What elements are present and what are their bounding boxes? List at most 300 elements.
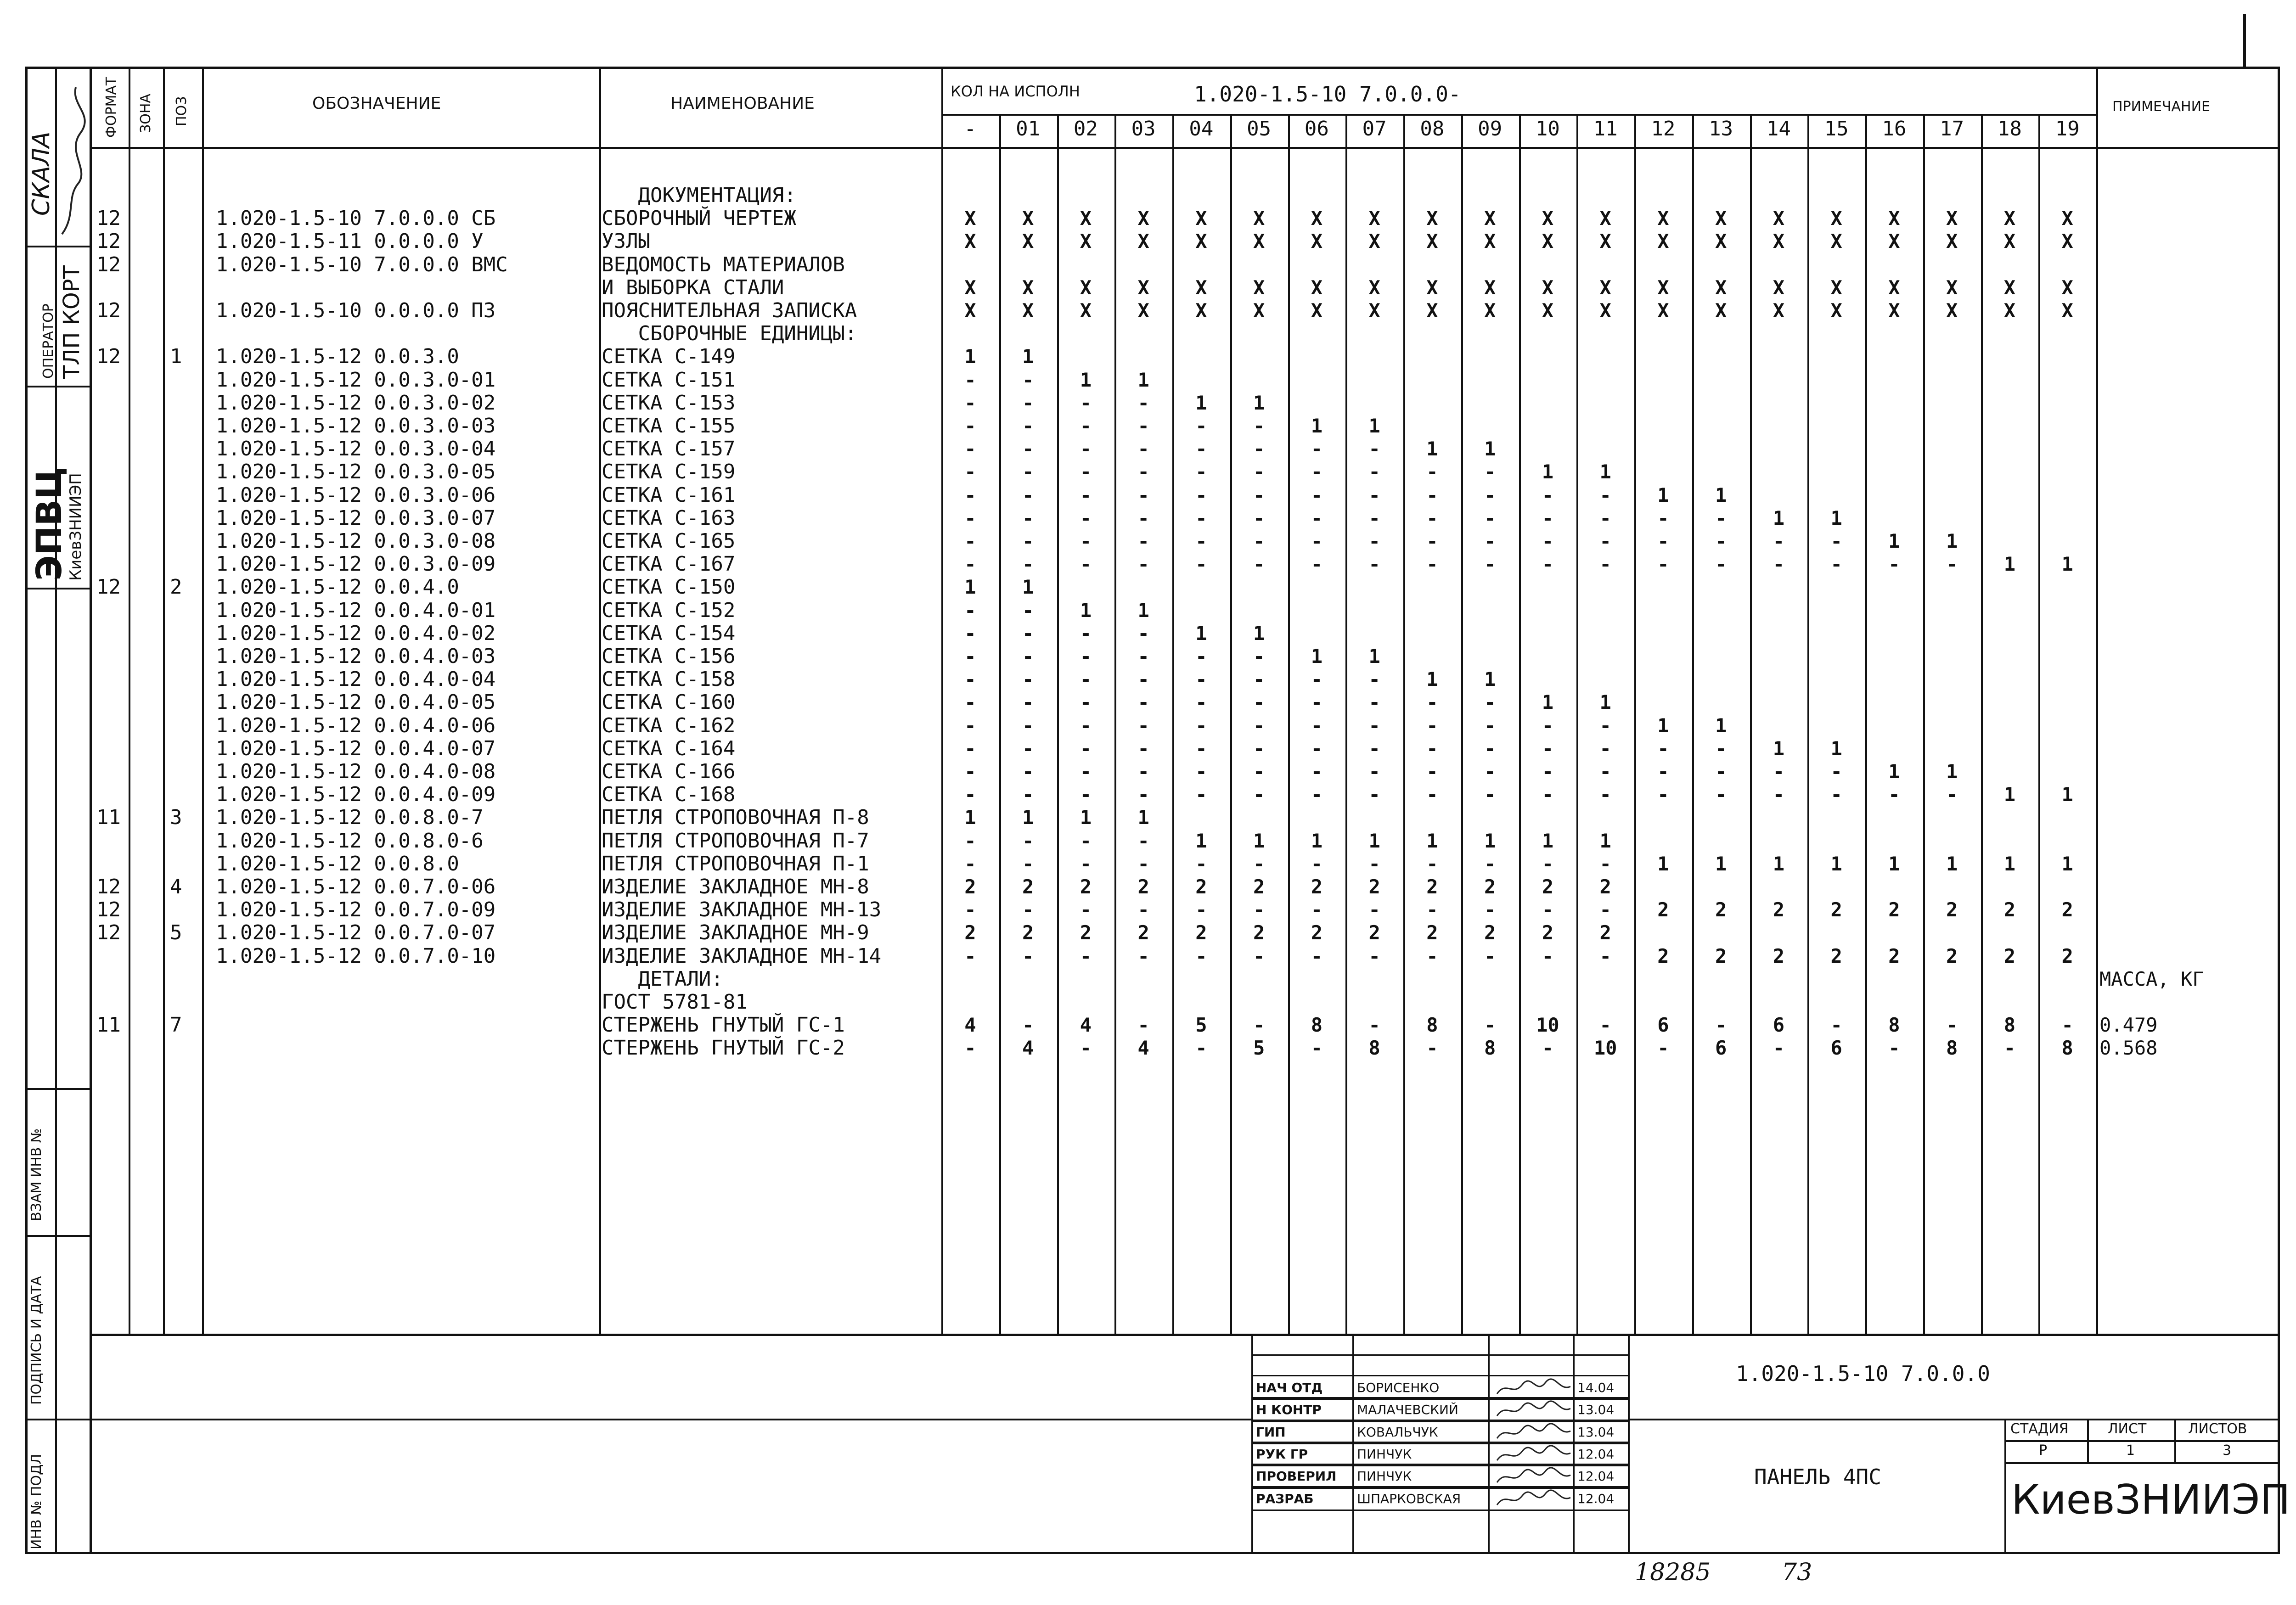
row-designation: 1.020-1.5-12 0.0.7.0-09 (216, 898, 496, 922)
sign-date: 14.04 (1577, 1380, 1615, 1395)
row-qty: X (1773, 207, 1785, 230)
row-qty: - (1599, 898, 1611, 921)
tb-doc-code: 1.020-1.5-10 7.0.0.0 (1736, 1361, 1990, 1386)
row-qty: 2 (1137, 921, 1149, 944)
row-qty: 2 (1484, 921, 1496, 944)
row-qty: 2 (1888, 898, 1900, 921)
row-qty: 1 (1080, 599, 1092, 622)
row-qty: X (2003, 230, 2016, 253)
row-qty: X (1888, 276, 1900, 299)
row-qty: 1 (1253, 391, 1265, 414)
row-qty: - (1137, 553, 1149, 576)
row-qty: 1 (1080, 368, 1092, 391)
signature-scribble (1495, 1400, 1573, 1420)
row-qty: - (1542, 898, 1554, 921)
row-qty: - (1137, 691, 1149, 714)
row-qty: 1 (1253, 829, 1265, 852)
signature-scribble (1495, 1445, 1573, 1465)
sign-role: РАЗРАБ (1256, 1491, 1314, 1506)
row-qty: 2 (1715, 944, 1727, 967)
row-qty: 1 (1773, 852, 1785, 875)
row-qty: 2 (1484, 875, 1496, 898)
row-name: ГОСТ 5781-81 (602, 990, 748, 1014)
row-qty: 8 (2061, 1037, 2073, 1060)
row-name: ИЗДЕЛИЕ ЗАКЛАДНОЕ МН-14 (602, 944, 882, 968)
row-designation: 1.020-1.5-12 0.0.4.0-03 (216, 645, 496, 668)
sign-row-sep (1251, 1421, 1628, 1422)
row-qty: - (1022, 415, 1034, 437)
row-name: ИЗДЕЛИЕ ЗАКЛАДНОЕ МН-9 (602, 921, 869, 945)
row-qty: - (1368, 691, 1380, 714)
row-qty: - (1080, 737, 1092, 760)
row-qty: X (964, 207, 976, 230)
row-qty: 2 (1253, 921, 1265, 944)
row-qty: X (1946, 230, 1958, 253)
row-qty: X (2003, 207, 2016, 230)
row-qty: X (1022, 276, 1034, 299)
row-qty: - (1657, 553, 1669, 576)
variant-header: 13 (1709, 117, 1733, 140)
row-qty: - (1022, 391, 1034, 414)
row-qty: - (1080, 852, 1092, 875)
row-qty: - (1022, 368, 1034, 391)
row-qty: - (1137, 1014, 1149, 1037)
side-epvc: ЭПВЦ (28, 467, 69, 581)
row-mass: 0.568 (2099, 1037, 2158, 1060)
variant-header: 02 (1073, 117, 1098, 140)
row-qty: 1 (2003, 783, 2016, 806)
row-qty: - (964, 553, 976, 576)
row-qty: - (1195, 645, 1207, 668)
row-name: СЕТКА С-155 (602, 414, 736, 438)
tb-stage-left (2004, 1419, 2006, 1554)
sign-date: 13.04 (1577, 1424, 1615, 1440)
row-qty: - (964, 783, 976, 806)
row-qty: - (1657, 783, 1669, 806)
row-qty: 1 (1657, 483, 1669, 506)
row-qty: - (1137, 645, 1149, 668)
row-qty: 2 (1080, 875, 1092, 898)
row-format: 11 (96, 1013, 121, 1037)
row-qty: 4 (1022, 1037, 1034, 1060)
row-designation: 1.020-1.5-12 0.0.4.0-05 (216, 690, 496, 714)
row-qty: - (1195, 530, 1207, 552)
row-name: СБОРОЧНЫЙ ЧЕРТЕЖ (602, 207, 796, 230)
row-qty: 1 (1022, 806, 1034, 829)
row-qty: - (1080, 438, 1092, 460)
tb-sheet: 1 (2126, 1442, 2135, 1459)
row-qty: 2 (1311, 875, 1323, 898)
side-tlp: ТЛП КОРТ (59, 265, 84, 379)
row-designation: 1.020-1.5-12 0.0.3.0-09 (216, 552, 496, 576)
row-qty: X (1946, 276, 1958, 299)
row-qty: 2 (964, 875, 976, 898)
row-qty: - (1253, 898, 1265, 921)
row-name: СЕТКА С-160 (602, 690, 736, 714)
row-qty: 2 (1946, 898, 1958, 921)
row-format: 12 (96, 345, 121, 369)
row-qty: - (1946, 553, 1958, 576)
row-qty: - (1080, 506, 1092, 529)
row-qty: 1 (1195, 829, 1207, 852)
row-qty: X (1253, 299, 1265, 322)
row-qty: X (1022, 299, 1034, 322)
row-qty: - (964, 852, 976, 875)
tb-sheets: 3 (2223, 1442, 2232, 1459)
row-qty: 1 (1773, 737, 1785, 760)
row-qty: - (1830, 553, 1842, 576)
row-qty: 8 (1946, 1037, 1958, 1060)
row-qty: - (1137, 668, 1149, 691)
row-qty: - (1022, 530, 1034, 552)
row-qty: - (1426, 898, 1438, 921)
row-qty: - (1657, 530, 1669, 552)
row-qty: X (1137, 207, 1149, 230)
row-qty: 1 (1715, 483, 1727, 506)
row-qty: - (1484, 506, 1496, 529)
row-qty: - (964, 415, 976, 437)
row-qty: - (964, 691, 976, 714)
row-qty: - (964, 391, 976, 414)
row-qty: X (2003, 299, 2016, 322)
row-qty: - (1368, 944, 1380, 967)
row-qty: - (1253, 460, 1265, 483)
row-qty: X (1830, 276, 1842, 299)
row-mass: 0.479 (2099, 1014, 2158, 1037)
row-designation: 1.020-1.5-12 0.0.4.0-04 (216, 668, 496, 691)
row-qty: - (1542, 483, 1554, 506)
row-pos: 3 (170, 806, 182, 830)
col-line-pos (163, 67, 165, 1334)
row-pos: 4 (170, 875, 182, 898)
row-qty: - (1426, 783, 1438, 806)
row-qty: - (1195, 944, 1207, 967)
row-qty: X (2061, 230, 2073, 253)
row-qty: - (1426, 852, 1438, 875)
tb-sign-c4 (1628, 1334, 1630, 1554)
row-qty: 1 (1946, 852, 1958, 875)
row-qty: - (1484, 553, 1496, 576)
row-designation: 1.020-1.5-12 0.0.8.0-6 (216, 829, 484, 853)
row-qty: X (1773, 276, 1785, 299)
variant-header: 08 (1420, 117, 1445, 140)
row-qty: - (1657, 506, 1669, 529)
row-qty: 2 (1830, 898, 1842, 921)
row-qty: - (1715, 530, 1727, 552)
sign-row-sep (1251, 1510, 1628, 1511)
row-qty: - (1311, 760, 1323, 783)
row-qty: 2 (2061, 898, 2073, 921)
side-div-4 (25, 1088, 90, 1090)
row-qty: 1 (1599, 691, 1611, 714)
row-qty: 1 (1484, 668, 1496, 691)
row-qty: - (1368, 737, 1380, 760)
row-designation: 1.020-1.5-12 0.0.7.0-07 (216, 921, 496, 945)
sign-row-line (1251, 1375, 1628, 1376)
row-name: ИЗДЕЛИЕ ЗАКЛАДНОЕ МН-13 (602, 898, 882, 922)
row-qty: - (1022, 622, 1034, 645)
row-qty: - (1080, 645, 1092, 668)
row-qty: - (1830, 760, 1842, 783)
row-qty: - (1368, 506, 1380, 529)
row-designation: 1.020-1.5-12 0.0.3.0-01 (216, 368, 496, 392)
row-qty: 1 (1542, 460, 1554, 483)
row-qty: - (1080, 668, 1092, 691)
row-qty: X (1599, 230, 1611, 253)
signature-scribble (1495, 1467, 1573, 1487)
row-qty: 1 (1542, 691, 1554, 714)
hdr-zone: ЗОНА (138, 94, 154, 133)
row-name: СЕТКА С-168 (602, 783, 736, 807)
row-qty: X (2003, 276, 2016, 299)
row-qty: - (1773, 530, 1785, 552)
row-name: СЕТКА С-159 (602, 460, 736, 484)
sign-role: Н КОНТР (1256, 1402, 1322, 1418)
row-qty: X (1195, 230, 1207, 253)
row-qty: 2 (1311, 921, 1323, 944)
row-name: СЕТКА С-149 (602, 345, 736, 369)
hdr-pos: ПОЗ (174, 96, 190, 126)
row-qty: 2 (1426, 921, 1438, 944)
row-qty: X (1542, 299, 1554, 322)
row-qty: - (1830, 783, 1842, 806)
sign-date: 12.04 (1577, 1469, 1615, 1484)
row-qty: - (1253, 645, 1265, 668)
row-qty: X (1080, 230, 1092, 253)
row-name: ПЕТЛЯ СТРОПОВОЧНАЯ П-1 (602, 852, 869, 875)
sign-row-line (1251, 1334, 1628, 1335)
row-qty: - (1195, 438, 1207, 460)
row-qty: - (1426, 944, 1438, 967)
row-designation: 1.020-1.5-12 0.0.4.0-07 (216, 736, 496, 760)
row-qty: - (1599, 553, 1611, 576)
row-designation: 1.020-1.5-12 0.0.4.0-09 (216, 783, 496, 807)
row-qty: - (1542, 760, 1554, 783)
row-name: СЕТКА С-150 (602, 575, 736, 599)
row-qty: - (1195, 737, 1207, 760)
row-qty: - (1253, 714, 1265, 737)
row-name: СЕТКА С-163 (602, 506, 736, 530)
row-qty: - (1253, 852, 1265, 875)
row-qty: X (1773, 230, 1785, 253)
row-qty: - (1484, 460, 1496, 483)
row-qty: X (1368, 230, 1380, 253)
row-qty: - (1253, 1014, 1265, 1037)
side-operator: ОПЕРАТОР (40, 303, 56, 379)
row-qty: - (1715, 506, 1727, 529)
row-qty: X (1080, 276, 1092, 299)
row-qty: - (1195, 483, 1207, 506)
row-qty: 2 (1946, 944, 1958, 967)
row-qty: X (1022, 230, 1034, 253)
row-qty: - (1022, 483, 1034, 506)
row-designation: 1.020-1.5-12 0.0.4.0 (216, 575, 459, 599)
row-qty: - (1022, 553, 1034, 576)
row-qty: - (1253, 438, 1265, 460)
row-designation: 1.020-1.5-12 0.0.4.0-01 (216, 598, 496, 622)
row-designation: 1.020-1.5-12 0.0.3.0-03 (216, 414, 496, 438)
row-qty: X (964, 299, 976, 322)
row-qty: 1 (1773, 506, 1785, 529)
side-kiev: КиевЗНИИЭП (67, 473, 85, 581)
row-format: 12 (96, 207, 121, 230)
row-qty: 2 (1599, 921, 1611, 944)
row-designation: 1.020-1.5-12 0.0.3.0-07 (216, 506, 496, 530)
sign-role: НАЧ ОТД (1256, 1380, 1323, 1395)
row-qty: 1 (2061, 783, 2073, 806)
row-qty: - (1080, 553, 1092, 576)
row-name: СЕТКА С-151 (602, 368, 736, 392)
variant-header: 03 (1131, 117, 1156, 140)
row-qty: 2 (2003, 944, 2016, 967)
row-qty: X (1368, 299, 1380, 322)
row-qty: 1 (1715, 714, 1727, 737)
row-qty: X (1657, 276, 1669, 299)
row-pos: 2 (170, 575, 182, 599)
row-designation: 1.020-1.5-12 0.0.7.0-10 (216, 944, 496, 968)
row-name: СЕТКА С-165 (602, 529, 736, 553)
row-qty: X (1888, 299, 1900, 322)
sign-row-sep (1251, 1443, 1628, 1444)
row-qty: - (1195, 1037, 1207, 1060)
row-qty: - (1022, 1014, 1034, 1037)
row-qty: - (1542, 553, 1554, 576)
row-qty: - (1657, 760, 1669, 783)
row-qty: - (1195, 668, 1207, 691)
row-qty: 1 (1080, 806, 1092, 829)
row-qty: - (1253, 783, 1265, 806)
row-qty: - (1426, 760, 1438, 783)
row-qty: 1 (1830, 852, 1842, 875)
row-qty: - (964, 368, 976, 391)
variant-header: 11 (1593, 117, 1618, 140)
row-format: 12 (96, 299, 121, 322)
row-qty: - (1022, 599, 1034, 622)
row-qty: - (1311, 438, 1323, 460)
row-designation: 1.020-1.5-12 0.0.3.0-05 (216, 460, 496, 484)
row-qty: - (1080, 760, 1092, 783)
row-qty: - (1368, 530, 1380, 552)
row-qty: X (1830, 207, 1842, 230)
row-qty: - (1022, 691, 1034, 714)
row-qty: 6 (1657, 1014, 1669, 1037)
tb-stage-r2 (2004, 1462, 2280, 1464)
variant-header: 17 (1940, 117, 1964, 140)
variant-header: 18 (1997, 117, 2022, 140)
row-qty: X (1137, 230, 1149, 253)
row-qty: - (1253, 668, 1265, 691)
row-qty: X (1253, 230, 1265, 253)
row-qty: 1 (2003, 852, 2016, 875)
row-qty: - (1080, 483, 1092, 506)
sign-row-sep (1251, 1398, 1628, 1400)
row-qty: - (1195, 415, 1207, 437)
row-qty: - (1137, 415, 1149, 437)
row-qty: - (964, 1037, 976, 1060)
row-qty: 2 (1080, 921, 1092, 944)
hdr-qty-title: КОЛ НА ИСПОЛН (951, 83, 1080, 100)
row-qty: - (1946, 783, 1958, 806)
row-qty: - (1599, 506, 1611, 529)
row-qty: - (1195, 460, 1207, 483)
row-qty: 1 (1484, 438, 1496, 460)
row-qty: 2 (1137, 875, 1149, 898)
row-qty: 2 (1657, 898, 1669, 921)
row-qty: - (1599, 483, 1611, 506)
row-qty: - (964, 944, 976, 967)
row-qty: X (964, 230, 976, 253)
row-qty: X (1888, 207, 1900, 230)
row-qty: X (1542, 230, 1554, 253)
row-qty: - (1022, 645, 1034, 668)
row-qty: X (1022, 207, 1034, 230)
row-qty: 1 (1368, 645, 1380, 668)
row-qty: - (1368, 553, 1380, 576)
row-qty: X (1426, 230, 1438, 253)
row-qty: - (1195, 852, 1207, 875)
sign-row-sep (1251, 1487, 1628, 1489)
row-qty: - (1657, 1037, 1669, 1060)
row-qty: - (1599, 783, 1611, 806)
row-qty: - (1080, 691, 1092, 714)
col-line-note (2096, 67, 2098, 1334)
row-qty: - (1426, 737, 1438, 760)
variant-header: 12 (1651, 117, 1676, 140)
row-qty: - (1022, 829, 1034, 852)
variant-header: 09 (1478, 117, 1503, 140)
footer-page: 73 (1782, 1559, 1812, 1586)
row-qty: - (1311, 737, 1323, 760)
row-qty: - (1773, 1037, 1785, 1060)
hdr-qty-code: 1.020-1.5-10 7.0.0.0- (1194, 82, 1461, 107)
row-name: СЕТКА С-164 (602, 736, 736, 760)
row-qty: - (1080, 714, 1092, 737)
row-qty: 2 (1715, 898, 1727, 921)
row-name: СЕТКА С-167 (602, 552, 736, 576)
sign-role: ПРОВЕРИЛ (1256, 1469, 1337, 1484)
row-qty: - (1137, 829, 1149, 852)
row-format: 12 (96, 230, 121, 253)
sign-row-sep (1251, 1465, 1628, 1466)
row-qty: 1 (964, 345, 976, 368)
row-qty: 1 (1368, 829, 1380, 852)
row-qty: 1 (1888, 760, 1900, 783)
row-qty: - (1599, 530, 1611, 552)
row-qty: X (1599, 207, 1611, 230)
row-qty: - (1484, 852, 1496, 875)
row-qty: - (1137, 460, 1149, 483)
row-qty: - (1195, 898, 1207, 921)
row-qty: - (1195, 714, 1207, 737)
row-qty: - (1542, 1037, 1554, 1060)
row-qty: X (1715, 276, 1727, 299)
row-name: И ВЫБОРКА СТАЛИ (602, 275, 784, 299)
row-qty: 1 (1830, 506, 1842, 529)
row-qty: - (1137, 737, 1149, 760)
row-qty: 2 (1368, 875, 1380, 898)
sign-name: ПИНЧУК (1357, 1469, 1412, 1484)
row-qty: - (1080, 460, 1092, 483)
row-name: СЕТКА С-154 (602, 621, 736, 645)
row-qty: - (1311, 1037, 1323, 1060)
row-qty: - (1542, 506, 1554, 529)
row-qty: X (1311, 230, 1323, 253)
row-qty: - (1195, 760, 1207, 783)
row-qty: - (1542, 530, 1554, 552)
row-name: СЕТКА С-157 (602, 437, 736, 461)
row-qty: - (1137, 622, 1149, 645)
row-qty: X (1137, 299, 1149, 322)
